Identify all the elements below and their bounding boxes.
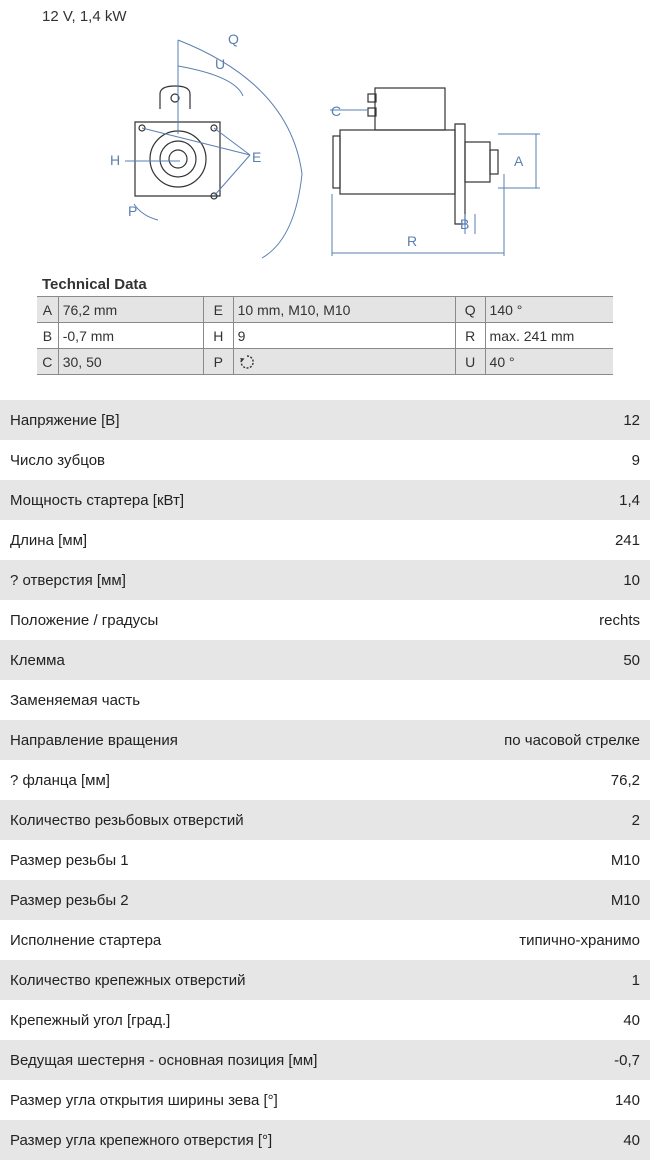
label-h: H	[110, 152, 121, 168]
property-value: M10	[610, 891, 640, 909]
label-q: Q	[228, 31, 239, 47]
property-row	[0, 1120, 650, 1160]
property-name: Положение / градусы	[10, 611, 159, 629]
td-key: Q	[455, 297, 485, 322]
property-value: по часовой стрелке	[504, 731, 640, 749]
td-key: B	[42, 327, 53, 344]
td-key: A	[42, 301, 53, 318]
label-r: R	[407, 233, 418, 249]
clockwise-rotation-icon	[238, 353, 256, 371]
label-e: E	[252, 149, 262, 165]
property-name: Ведущая шестерня - основная позиция [мм]	[10, 1051, 318, 1069]
property-row	[0, 1040, 650, 1080]
property-row	[0, 480, 650, 520]
property-name: Клемма	[10, 651, 65, 669]
property-value: 9	[631, 451, 640, 469]
technical-data-row	[37, 297, 613, 323]
property-value: 1	[631, 971, 640, 989]
property-value: 140	[614, 1091, 640, 1109]
property-name: Длина [мм]	[10, 531, 88, 549]
property-value: 50	[623, 651, 640, 669]
property-value: rechts	[599, 611, 640, 629]
property-value: типично-хранимо	[519, 931, 640, 949]
property-row	[0, 840, 650, 880]
label-a: A	[514, 153, 524, 169]
property-row	[0, 880, 650, 920]
property-name: Крепежный угол [град.]	[10, 1011, 171, 1029]
property-name: Размер резьбы 1	[10, 851, 129, 869]
property-value: 40	[623, 1011, 640, 1029]
td-value: 30, 50	[58, 349, 203, 374]
property-value: 76,2	[610, 771, 640, 789]
property-name: Заменяемая часть	[10, 691, 141, 709]
property-name: ? фланца [мм]	[10, 771, 110, 789]
property-name: ? отверстия [мм]	[10, 571, 126, 589]
technical-data-row	[37, 349, 613, 375]
starter-dimension-diagram	[100, 24, 550, 264]
property-row	[0, 640, 650, 680]
td-value: 10 mm, M10, M10	[233, 297, 455, 322]
property-value: -0,7	[614, 1051, 640, 1069]
technical-data-row	[37, 323, 613, 349]
property-name: Размер угла открытия ширины зева [°]	[10, 1091, 278, 1109]
property-row	[0, 680, 650, 720]
property-row	[0, 760, 650, 800]
td-key: P	[203, 349, 233, 374]
property-row	[0, 440, 650, 480]
property-value: 40	[623, 1131, 640, 1149]
td-value: max. 241 mm	[485, 323, 613, 348]
technical-data-table	[37, 296, 613, 375]
label-u: U	[215, 56, 226, 72]
property-value: 1,4	[619, 491, 640, 509]
property-name: Исполнение стартера	[10, 931, 162, 949]
label-b: B	[460, 216, 470, 232]
property-row	[0, 520, 650, 560]
label-p: P	[128, 203, 138, 219]
td-value: 140 °	[485, 297, 613, 322]
property-row	[0, 720, 650, 760]
technical-data-title: Technical Data	[42, 276, 147, 293]
td-key: C	[42, 353, 53, 370]
td-key: R	[455, 323, 485, 348]
property-row	[0, 1080, 650, 1120]
property-row	[0, 560, 650, 600]
property-row	[0, 600, 650, 640]
property-name: Размер угла крепежного отверстия [°]	[10, 1131, 273, 1149]
property-name: Мощность стартера [кВт]	[10, 491, 185, 509]
td-key: E	[203, 297, 233, 322]
property-value: 12	[623, 411, 640, 429]
td-value: 76,2 mm	[58, 297, 203, 322]
property-row	[0, 1000, 650, 1040]
property-value: 2	[631, 811, 640, 829]
side-view	[333, 88, 498, 224]
td-value: 40 °	[485, 349, 613, 374]
td-value: -0,7 mm	[58, 323, 203, 348]
property-name: Размер резьбы 2	[10, 891, 129, 909]
property-name: Напряжение [В]	[10, 411, 120, 429]
property-row	[0, 960, 650, 1000]
td-value-rotation	[233, 349, 455, 374]
property-row	[0, 400, 650, 440]
td-key: H	[203, 323, 233, 348]
td-key: U	[455, 349, 485, 374]
property-value: 10	[623, 571, 640, 589]
property-name: Число зубцов	[10, 451, 106, 469]
property-value: M10	[610, 851, 640, 869]
dimension-lines-side	[330, 110, 540, 256]
property-name: Направление вращения	[10, 731, 178, 749]
property-row	[0, 800, 650, 840]
product-headline: 12 V, 1,4 kW	[42, 8, 127, 25]
td-value: 9	[233, 323, 455, 348]
label-c: C	[331, 103, 342, 119]
property-row	[0, 920, 650, 960]
property-name: Количество резьбовых отверстий	[10, 811, 244, 829]
property-name: Количество крепежных отверстий	[10, 971, 246, 989]
property-value: 241	[614, 531, 640, 549]
properties-list	[0, 400, 650, 1160]
